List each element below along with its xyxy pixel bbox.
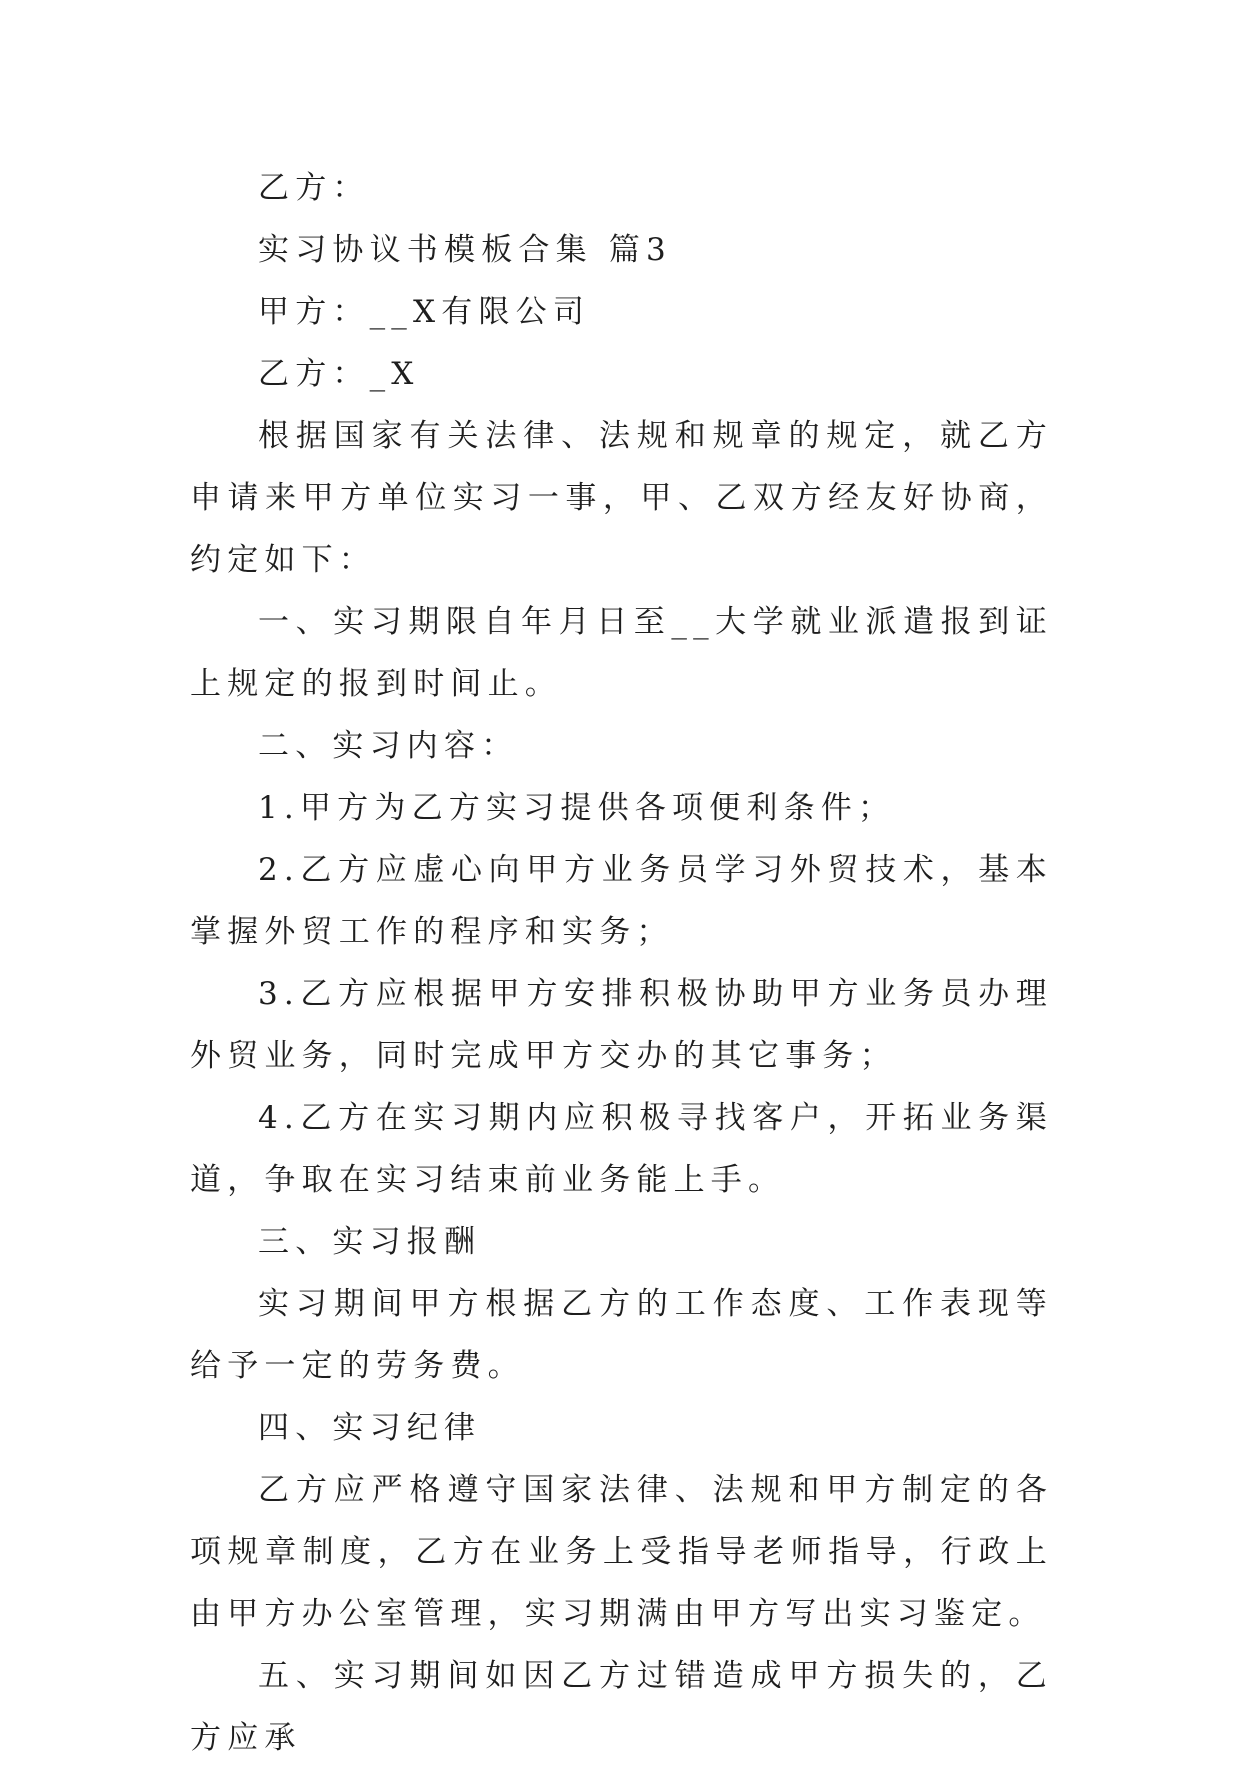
paragraph-clause-3-heading: 三、实习报酬 — [258, 1224, 482, 1260]
paragraph-clause-2-heading: 二、实习内容： — [258, 728, 519, 764]
paragraph-party-b-label: 乙方： — [258, 170, 370, 206]
paragraph-party-b: 乙方：_X — [258, 356, 420, 392]
paragraph-clause-5: 五、实习期间如因乙方过错造成甲方损失的，乙方应承 — [190, 1658, 1053, 1756]
paragraph-preamble: 根据国家有关法律、法规和规章的规定，就乙方申请来甲方单位实习一事，甲、乙双方经友好协商，约定如下： — [190, 418, 1053, 578]
paragraph-clause-4-heading: 四、实习纪律 — [258, 1410, 482, 1446]
paragraph-clause-4-body: 乙方应严格遵守国家法律、法规和甲方制定的各项规章制度，乙方在业务上受指导老师指导，行政上由甲方办公室管理，实习期满由甲方写出实习鉴定。 — [190, 1472, 1053, 1632]
paragraph-party-a: 甲方：__X有限公司 — [258, 294, 591, 330]
paragraph-item-3: 3.乙方应根据甲方安排积极协助甲方业务员办理外贸业务，同时完成甲方交办的其它事务； — [190, 976, 1053, 1074]
paragraph-item-2: 2.乙方应虚心向甲方业务员学习外贸技术，基本掌握外贸工作的程序和实务； — [190, 852, 1053, 950]
section-title: 实习协议书模板合集 篇3 — [258, 232, 672, 268]
document-body — [190, 157, 1053, 1769]
paragraph-item-1: 1.甲方为乙方实习提供各项便利条件； — [258, 790, 896, 826]
paragraph-clause-1: 一、实习期限自年月日至__大学就业派遣报到证上规定的报到时间止。 — [190, 604, 1053, 702]
paragraph-clause-3-body: 实习期间甲方根据乙方的工作态度、工作表现等给予一定的劳务费。 — [190, 1286, 1053, 1384]
paragraph-item-4: 4.乙方在实习期内应积极寻找客户，开拓业务渠道，争取在实习结束前业务能上手。 — [190, 1100, 1053, 1198]
